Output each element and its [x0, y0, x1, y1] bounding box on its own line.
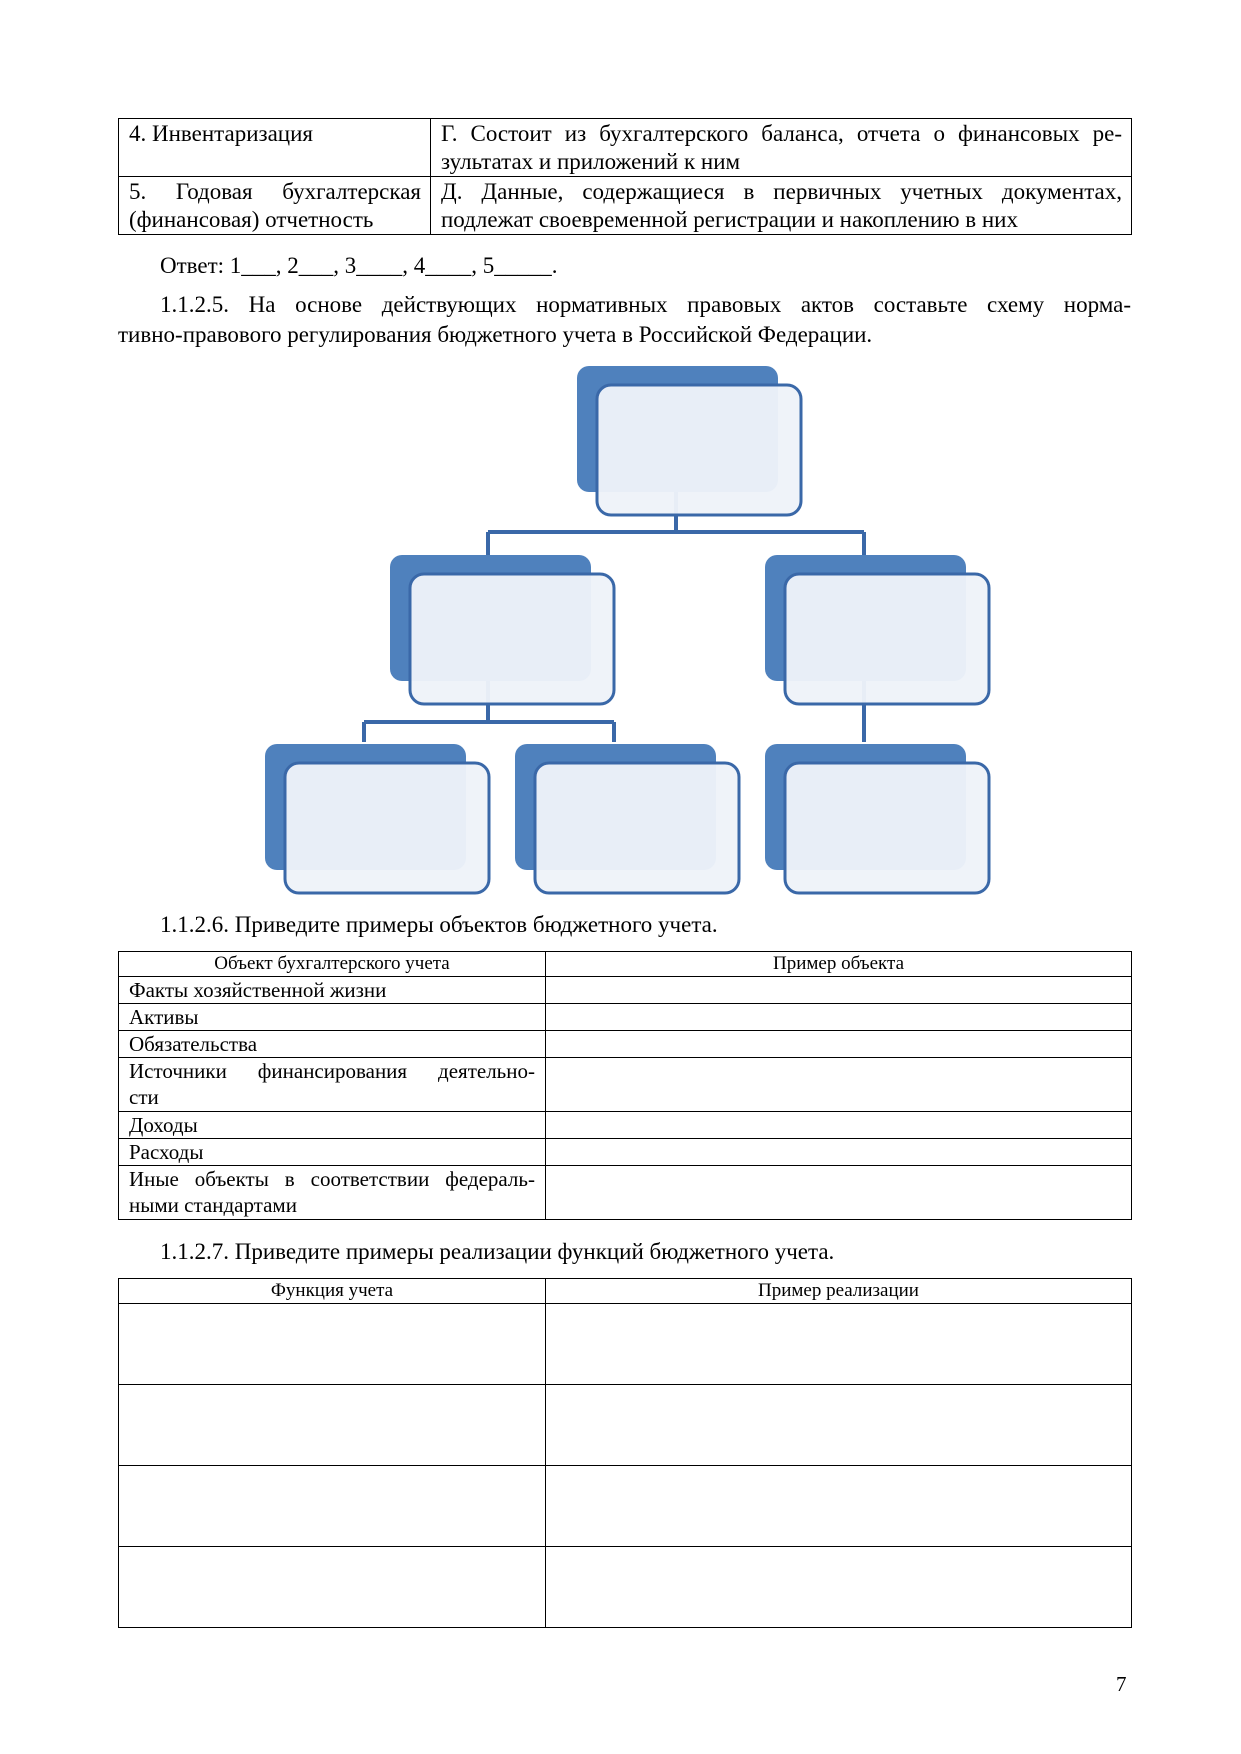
table-cell-empty	[546, 1139, 1132, 1166]
table-cell-empty	[546, 1166, 1132, 1220]
table-cell: Доходы	[119, 1112, 546, 1139]
cell-text-line: подлежат своевременной регистрации и накоплению в них	[441, 207, 1018, 232]
diagram-node-level3-2	[515, 744, 739, 893]
objects-table	[118, 951, 1132, 1220]
table-header-row	[119, 1279, 1132, 1304]
node-front	[285, 763, 489, 893]
answer-line: Ответ: 1___, 2___, 3____, 4____, 5_____.	[160, 253, 558, 278]
cell-text-line: ными стандартами	[129, 1193, 297, 1217]
node-front	[785, 574, 989, 704]
table-row	[119, 1166, 1132, 1220]
column-header: Объект бухгалтерского учета	[119, 952, 546, 977]
cell-text-line: Д. Данные, содержащиеся в первичных учетных документах,	[441, 179, 1122, 204]
table-cell-empty	[546, 1304, 1132, 1385]
diagram-node-level3-1	[265, 744, 489, 893]
table-row	[119, 1385, 1132, 1466]
table-row	[119, 977, 1132, 1004]
node-front	[597, 385, 801, 515]
cell-text-line: Иные объекты в соответствии федераль-	[129, 1167, 535, 1191]
node-front	[535, 763, 739, 893]
table-row	[119, 1304, 1132, 1385]
table-cell-empty	[546, 1031, 1132, 1058]
column-header: Пример объекта	[546, 952, 1132, 977]
table-row	[119, 1112, 1132, 1139]
node-front	[785, 763, 989, 893]
table-cell-empty	[546, 977, 1132, 1004]
task-1-1-2-6: 1.1.2.6. Приведите примеры объектов бюджетного учета.	[160, 912, 718, 937]
table-row	[119, 1547, 1132, 1628]
table-cell-empty	[119, 1304, 546, 1385]
table-row	[119, 1058, 1132, 1112]
page-number: 7	[1116, 1672, 1127, 1696]
table-cell-empty	[119, 1466, 546, 1547]
table-cell-empty	[546, 1466, 1132, 1547]
table-cell-empty	[546, 1547, 1132, 1628]
table-cell: Обязательства	[119, 1031, 546, 1058]
table-header-row	[119, 952, 1132, 977]
cell-text-line: зультатах и приложений к ним	[441, 149, 741, 174]
table-cell-empty	[546, 1004, 1132, 1031]
diagram-node-level2-right	[765, 555, 989, 704]
cell-text-line: Источники финансирования деятельно-	[129, 1059, 535, 1083]
node-front	[410, 574, 614, 704]
table-cell-empty	[546, 1385, 1132, 1466]
diagram-node-level3-3	[765, 744, 989, 893]
table-row	[119, 1004, 1132, 1031]
cell-text: 4. Инвентаризация	[129, 121, 313, 146]
table-cell	[119, 1058, 546, 1112]
diagram-node-level2-left	[390, 555, 614, 704]
table-row	[119, 1466, 1132, 1547]
cell-text-line: сти	[129, 1085, 159, 1109]
cell-text-line: (финансовая) отчетность	[129, 207, 374, 232]
table-row	[119, 1031, 1132, 1058]
diagram-node-root	[577, 366, 801, 515]
table-cell-empty	[546, 1112, 1132, 1139]
table-row	[119, 1139, 1132, 1166]
functions-table	[118, 1278, 1132, 1628]
table-cell-empty	[119, 1385, 546, 1466]
task-text-line: тивно-правового регулирования бюджетного учета в Российской Федерации.	[118, 322, 873, 347]
task-text-line: 1.1.2.5. На основе действующих нормативных правовых актов составьте схему норма-	[160, 292, 1131, 317]
table-cell-empty	[119, 1547, 546, 1628]
table-cell: Факты хозяйственной жизни	[119, 977, 546, 1004]
table-cell-empty	[546, 1058, 1132, 1112]
task-1-1-2-7: 1.1.2.7. Приведите примеры реализации функций бюджетного учета.	[160, 1239, 835, 1264]
column-header: Пример реализации	[546, 1279, 1132, 1304]
table-cell: Активы	[119, 1004, 546, 1031]
cell-text-line: 5. Годовая бухгалтерская	[129, 179, 421, 204]
cell-text-line: Г. Состоит из бухгалтерского баланса, отчета о финансовых ре-	[441, 121, 1122, 146]
table-cell	[119, 1166, 546, 1220]
table-cell: Расходы	[119, 1139, 546, 1166]
column-header: Функция учета	[119, 1279, 546, 1304]
